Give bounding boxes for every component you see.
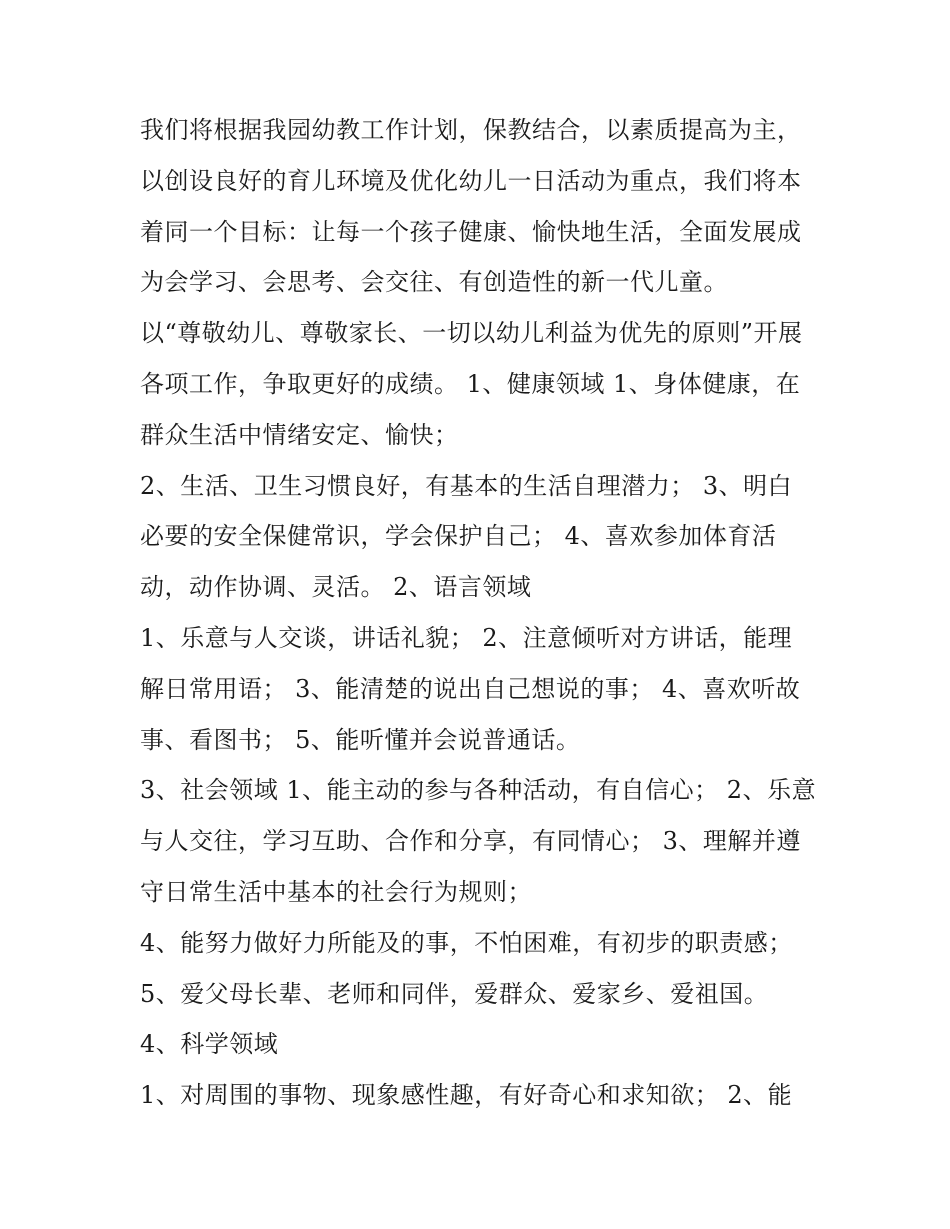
text-line: 为会学习、会思考、会交往、有创造性的新一代儿童。 <box>140 268 728 297</box>
text-line: 3、社会领域 1、能主动的参与各种活动，有自信心； 2、乐意 <box>140 776 817 805</box>
text-line: 解日常用语； 3、能清楚的说出自己想说的事； 4、喜欢听故 <box>140 674 801 703</box>
text-line: 着同一个目标：让每一个孩子健康、愉快地生活，全面发展成 <box>140 217 802 246</box>
text-line: 1、乐意与人交谈，讲话礼貌； 2、注意倾听对方讲话，能理 <box>140 623 793 652</box>
text-line: 与人交往，学习互助、合作和分享，有同情心； 3、理解并遵 <box>140 827 801 856</box>
text-line: 必要的安全保健常识，学会保护自己； 4、喜欢参加体育活 <box>140 522 777 551</box>
text-line: 1、对周围的事物、现象感性趣，有好奇心和求知欲； 2、能 <box>140 1081 793 1110</box>
text-line: 以“尊敬幼儿、尊敬家长、一切以幼儿利益为优先的原则”开展 <box>140 319 803 348</box>
text-line: 守日常生活中基本的社会行为规则； <box>140 877 532 906</box>
text-line: 4、科学领域 <box>140 1030 279 1059</box>
text-line: 动，动作协调、灵活。 2、语言领域 <box>140 573 532 602</box>
text-line: 群众生活中情绪安定、愉快； <box>140 420 459 449</box>
text-line: 5、爱父母长辈、老师和同伴，爱群众、爱家乡、爱祖国。 <box>140 979 769 1008</box>
text-line: 各项工作，争取更好的成绩。 1、健康领域 1、身体健康，在 <box>140 369 801 398</box>
text-line: 以创设良好的育儿环境及优化幼儿一日活动为重点，我们将本 <box>140 166 802 195</box>
text-line: 我们将根据我园幼教工作计划，保教结合，以素质提高为主， <box>140 116 802 144</box>
text-line: 2、生活、卫生习惯良好，有基本的生活自理潜力； 3、明白 <box>140 471 793 500</box>
text-line: 4、能努力做好力所能及的事，不怕困难，有初步的职责感； <box>140 928 793 957</box>
text-line: 事、看图书； 5、能听懂并会说普通话。 <box>140 725 581 754</box>
document-body <box>140 105 830 1121</box>
